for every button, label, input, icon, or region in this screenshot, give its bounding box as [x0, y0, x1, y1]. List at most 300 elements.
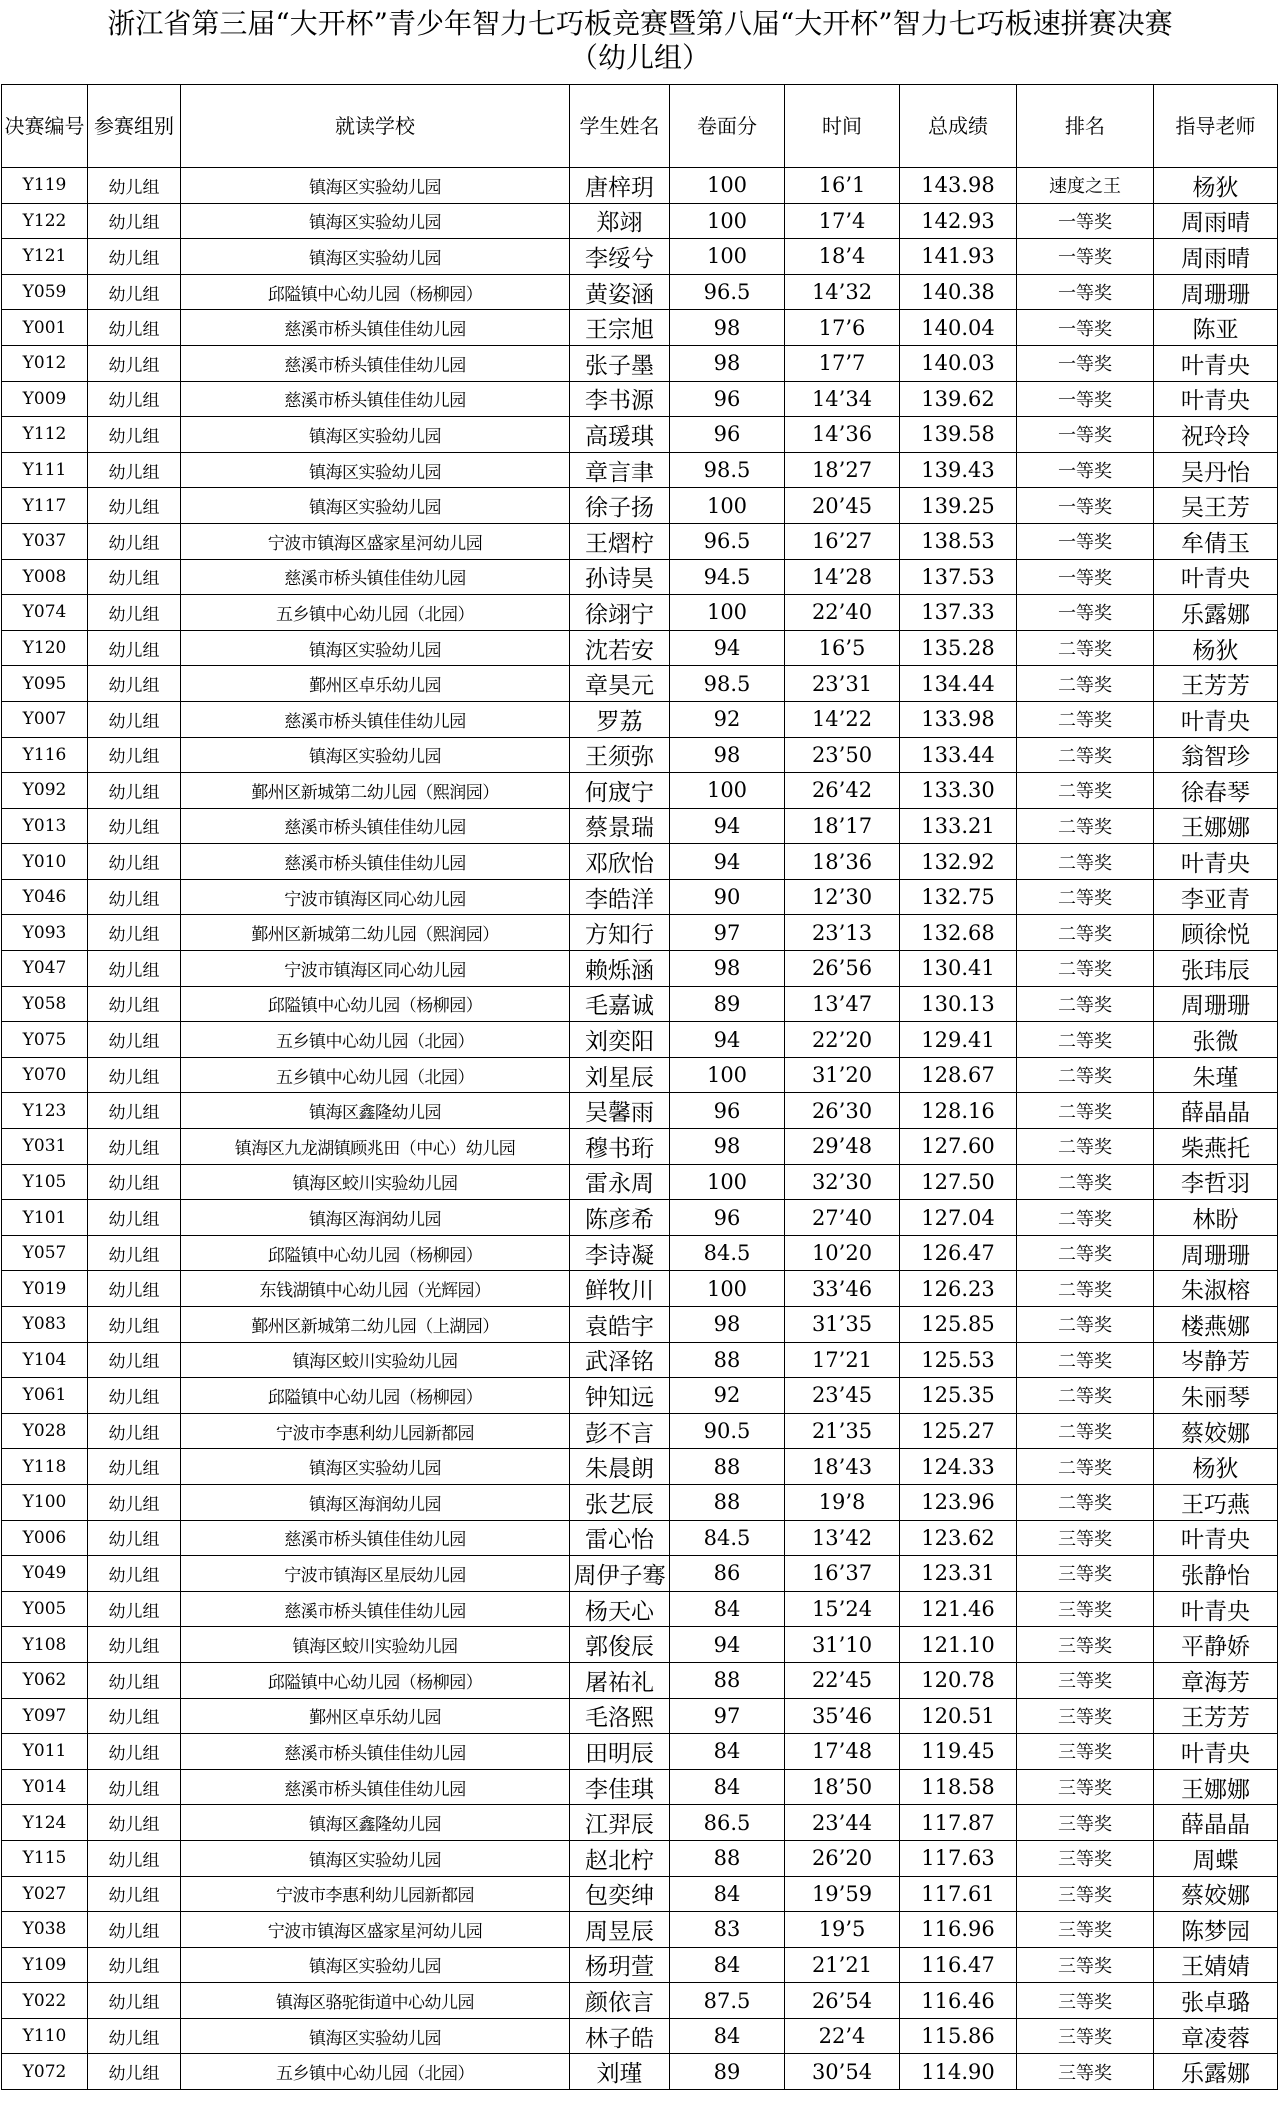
cell-group: 幼儿组	[88, 2054, 181, 2090]
cell-time: 13’42	[785, 1520, 900, 1556]
cell-school: 宁波市镇海区同心幼儿园	[181, 951, 570, 987]
cell-time: 26’30	[785, 1093, 900, 1129]
cell-rank: 三等奖	[1017, 1769, 1154, 1805]
cell-match-id: Y031	[2, 1129, 88, 1165]
cell-instructor: 叶青央	[1154, 701, 1278, 737]
cell-time: 14’32	[785, 274, 900, 310]
cell-paper-score: 100	[670, 203, 785, 239]
cell-paper-score: 100	[670, 239, 785, 275]
cell-match-id: Y028	[2, 1413, 88, 1449]
cell-match-id: Y110	[2, 2018, 88, 2054]
cell-time: 19’5	[785, 1912, 900, 1948]
cell-time: 23’44	[785, 1805, 900, 1841]
cell-total-score: 117.87	[900, 1805, 1017, 1841]
cell-match-id: Y100	[2, 1484, 88, 1520]
cell-match-id: Y046	[2, 879, 88, 915]
cell-rank: 二等奖	[1017, 879, 1154, 915]
cell-student-name: 田明辰	[570, 1734, 670, 1770]
cell-paper-score: 94	[670, 1022, 785, 1058]
table-row	[2, 879, 1278, 915]
cell-time: 19’8	[785, 1484, 900, 1520]
cell-match-id: Y047	[2, 951, 88, 987]
table-row	[2, 737, 1278, 773]
cell-total-score: 116.96	[900, 1912, 1017, 1948]
cell-student-name: 陈彦希	[570, 1200, 670, 1236]
cell-total-score: 133.44	[900, 737, 1017, 773]
cell-group: 幼儿组	[88, 523, 181, 559]
cell-group: 幼儿组	[88, 630, 181, 666]
cell-rank: 一等奖	[1017, 452, 1154, 488]
cell-group: 幼儿组	[88, 666, 181, 702]
cell-paper-score: 90.5	[670, 1413, 785, 1449]
cell-rank: 一等奖	[1017, 559, 1154, 595]
cell-total-score: 138.53	[900, 523, 1017, 559]
cell-match-id: Y022	[2, 1983, 88, 2019]
cell-total-score: 116.47	[900, 1947, 1017, 1983]
cell-student-name: 武泽铭	[570, 1342, 670, 1378]
header-match-id: 决赛编号	[2, 85, 88, 168]
cell-rank: 二等奖	[1017, 1164, 1154, 1200]
cell-instructor: 顾徐悦	[1154, 915, 1278, 951]
cell-time: 16’5	[785, 630, 900, 666]
table-row	[2, 1413, 1278, 1449]
cell-match-id: Y104	[2, 1342, 88, 1378]
cell-total-score: 133.30	[900, 773, 1017, 809]
table-row	[2, 951, 1278, 987]
cell-instructor: 朱淑榕	[1154, 1271, 1278, 1307]
cell-school: 五乡镇中心幼儿园（北园）	[181, 595, 570, 631]
cell-paper-score: 84	[670, 1769, 785, 1805]
header-time: 时间	[785, 85, 900, 168]
cell-group: 幼儿组	[88, 1307, 181, 1343]
cell-total-score: 135.28	[900, 630, 1017, 666]
table-row	[2, 310, 1278, 346]
cell-total-score: 137.53	[900, 559, 1017, 595]
cell-match-id: Y122	[2, 203, 88, 239]
cell-rank: 三等奖	[1017, 1698, 1154, 1734]
cell-student-name: 徐翊宁	[570, 595, 670, 631]
table-row	[2, 986, 1278, 1022]
cell-time: 16’1	[785, 168, 900, 204]
cell-student-name: 何宬宁	[570, 773, 670, 809]
cell-instructor: 蔡姣娜	[1154, 1876, 1278, 1912]
cell-total-score: 139.58	[900, 417, 1017, 453]
cell-time: 18’43	[785, 1449, 900, 1485]
cell-school: 镇海区实验幼儿园	[181, 203, 570, 239]
cell-school: 慈溪市桥头镇佳佳幼儿园	[181, 1734, 570, 1770]
cell-paper-score: 94	[670, 1627, 785, 1663]
cell-instructor: 陈亚	[1154, 310, 1278, 346]
cell-student-name: 邓欣怡	[570, 844, 670, 880]
cell-rank: 三等奖	[1017, 1805, 1154, 1841]
cell-school: 镇海区蛟川实验幼儿园	[181, 1164, 570, 1200]
cell-group: 幼儿组	[88, 951, 181, 987]
cell-match-id: Y109	[2, 1947, 88, 1983]
cell-rank: 二等奖	[1017, 701, 1154, 737]
cell-match-id: Y001	[2, 310, 88, 346]
cell-paper-score: 96	[670, 1200, 785, 1236]
cell-instructor: 楼燕娜	[1154, 1307, 1278, 1343]
cell-instructor: 叶青央	[1154, 1734, 1278, 1770]
cell-total-score: 120.51	[900, 1698, 1017, 1734]
cell-school: 邱隘镇中心幼儿园（杨柳园）	[181, 274, 570, 310]
cell-time: 31’35	[785, 1307, 900, 1343]
cell-time: 35’46	[785, 1698, 900, 1734]
table-row	[2, 915, 1278, 951]
cell-rank: 一等奖	[1017, 274, 1154, 310]
cell-instructor: 张微	[1154, 1022, 1278, 1058]
table-row	[2, 1769, 1278, 1805]
cell-total-score: 115.86	[900, 2018, 1017, 2054]
cell-school: 五乡镇中心幼儿园（北园）	[181, 1057, 570, 1093]
table-row	[2, 808, 1278, 844]
table-row	[2, 1983, 1278, 2019]
cell-school: 慈溪市桥头镇佳佳幼儿园	[181, 1520, 570, 1556]
cell-match-id: Y118	[2, 1449, 88, 1485]
table-row	[2, 1805, 1278, 1841]
table-row	[2, 1200, 1278, 1236]
cell-match-id: Y013	[2, 808, 88, 844]
cell-rank: 一等奖	[1017, 523, 1154, 559]
cell-match-id: Y111	[2, 452, 88, 488]
cell-time: 17’6	[785, 310, 900, 346]
table-row	[2, 1022, 1278, 1058]
cell-group: 幼儿组	[88, 168, 181, 204]
cell-student-name: 李皓洋	[570, 879, 670, 915]
cell-paper-score: 100	[670, 1271, 785, 1307]
cell-school: 宁波市镇海区盛家星河幼儿园	[181, 523, 570, 559]
cell-school: 宁波市镇海区盛家星河幼儿园	[181, 1912, 570, 1948]
cell-instructor: 徐春琴	[1154, 773, 1278, 809]
cell-instructor: 王娜娜	[1154, 808, 1278, 844]
cell-match-id: Y038	[2, 1912, 88, 1948]
cell-total-score: 120.78	[900, 1662, 1017, 1698]
title-line-2: （幼儿组）	[569, 41, 710, 74]
cell-time: 21’21	[785, 1947, 900, 1983]
cell-student-name: 孙诗昊	[570, 559, 670, 595]
cell-match-id: Y005	[2, 1591, 88, 1627]
cell-rank: 三等奖	[1017, 1734, 1154, 1770]
cell-student-name: 毛洛熙	[570, 1698, 670, 1734]
table-row	[2, 1840, 1278, 1876]
cell-instructor: 王芳芳	[1154, 1698, 1278, 1734]
cell-rank: 二等奖	[1017, 844, 1154, 880]
cell-school: 镇海区实验幼儿园	[181, 1449, 570, 1485]
cell-total-score: 130.41	[900, 951, 1017, 987]
cell-student-name: 李书源	[570, 381, 670, 417]
cell-school: 镇海区鑫隆幼儿园	[181, 1093, 570, 1129]
cell-paper-score: 96	[670, 1093, 785, 1129]
table-row	[2, 1164, 1278, 1200]
cell-school: 镇海区实验幼儿园	[181, 2018, 570, 2054]
cell-school: 宁波市镇海区同心幼儿园	[181, 879, 570, 915]
cell-group: 幼儿组	[88, 274, 181, 310]
cell-match-id: Y011	[2, 1734, 88, 1770]
cell-paper-score: 100	[670, 1057, 785, 1093]
table-row	[2, 1449, 1278, 1485]
cell-rank: 二等奖	[1017, 808, 1154, 844]
cell-match-id: Y121	[2, 239, 88, 275]
cell-instructor: 叶青央	[1154, 1591, 1278, 1627]
cell-match-id: Y112	[2, 417, 88, 453]
cell-match-id: Y070	[2, 1057, 88, 1093]
cell-instructor: 叶青央	[1154, 345, 1278, 381]
table-row	[2, 1271, 1278, 1307]
cell-match-id: Y009	[2, 381, 88, 417]
cell-rank: 三等奖	[1017, 1912, 1154, 1948]
cell-school: 宁波市镇海区星辰幼儿园	[181, 1556, 570, 1592]
table-row	[2, 1947, 1278, 1983]
cell-group: 幼儿组	[88, 381, 181, 417]
cell-student-name: 王须弥	[570, 737, 670, 773]
header-student-name: 学生姓名	[570, 85, 670, 168]
cell-time: 18’36	[785, 844, 900, 880]
header-rank: 排名	[1017, 85, 1154, 168]
cell-rank: 二等奖	[1017, 1235, 1154, 1271]
table-row	[2, 1591, 1278, 1627]
table-row	[2, 1627, 1278, 1663]
cell-paper-score: 96	[670, 417, 785, 453]
table-row	[2, 239, 1278, 275]
cell-time: 23’31	[785, 666, 900, 702]
cell-student-name: 蔡景瑞	[570, 808, 670, 844]
cell-time: 23’50	[785, 737, 900, 773]
table-row	[2, 1912, 1278, 1948]
cell-match-id: Y049	[2, 1556, 88, 1592]
cell-rank: 二等奖	[1017, 630, 1154, 666]
cell-student-name: 郑翊	[570, 203, 670, 239]
cell-school: 邱隘镇中心幼儿园（杨柳园）	[181, 986, 570, 1022]
cell-instructor: 朱丽琴	[1154, 1378, 1278, 1414]
cell-rank: 三等奖	[1017, 1840, 1154, 1876]
cell-time: 23’45	[785, 1378, 900, 1414]
cell-student-name: 高瑗琪	[570, 417, 670, 453]
cell-rank: 三等奖	[1017, 1627, 1154, 1663]
table-row	[2, 1734, 1278, 1770]
cell-group: 幼儿组	[88, 1591, 181, 1627]
cell-school: 镇海区海润幼儿园	[181, 1200, 570, 1236]
cell-total-score: 123.31	[900, 1556, 1017, 1592]
cell-total-score: 117.61	[900, 1876, 1017, 1912]
cell-group: 幼儿组	[88, 1912, 181, 1948]
cell-total-score: 141.93	[900, 239, 1017, 275]
cell-total-score: 118.58	[900, 1769, 1017, 1805]
cell-instructor: 周雨晴	[1154, 239, 1278, 275]
cell-instructor: 张卓璐	[1154, 1983, 1278, 2019]
cell-group: 幼儿组	[88, 417, 181, 453]
cell-rank: 三等奖	[1017, 1983, 1154, 2019]
cell-instructor: 杨狄	[1154, 630, 1278, 666]
cell-total-score: 125.35	[900, 1378, 1017, 1414]
cell-instructor: 章凌蓉	[1154, 2018, 1278, 2054]
cell-school: 邱隘镇中心幼儿园（杨柳园）	[181, 1662, 570, 1698]
cell-instructor: 岑静芳	[1154, 1342, 1278, 1378]
cell-student-name: 王熠柠	[570, 523, 670, 559]
cell-match-id: Y037	[2, 523, 88, 559]
cell-rank: 一等奖	[1017, 203, 1154, 239]
cell-group: 幼儿组	[88, 1520, 181, 1556]
table-row	[2, 1484, 1278, 1520]
cell-group: 幼儿组	[88, 1484, 181, 1520]
cell-time: 21’35	[785, 1413, 900, 1449]
cell-instructor: 叶青央	[1154, 381, 1278, 417]
cell-time: 17’21	[785, 1342, 900, 1378]
cell-student-name: 刘星辰	[570, 1057, 670, 1093]
cell-student-name: 王宗旭	[570, 310, 670, 346]
cell-school: 五乡镇中心幼儿园（北园）	[181, 1022, 570, 1058]
header-group: 参赛组别	[88, 85, 181, 168]
cell-group: 幼儿组	[88, 879, 181, 915]
table-row	[2, 345, 1278, 381]
cell-group: 幼儿组	[88, 595, 181, 631]
cell-time: 14’34	[785, 381, 900, 417]
cell-time: 18’27	[785, 452, 900, 488]
cell-instructor: 张静怡	[1154, 1556, 1278, 1592]
cell-total-score: 133.21	[900, 808, 1017, 844]
cell-paper-score: 98	[670, 345, 785, 381]
cell-time: 22’45	[785, 1662, 900, 1698]
cell-group: 幼儿组	[88, 773, 181, 809]
cell-match-id: Y027	[2, 1876, 88, 1912]
cell-group: 幼儿组	[88, 1876, 181, 1912]
cell-total-score: 124.33	[900, 1449, 1017, 1485]
cell-match-id: Y007	[2, 701, 88, 737]
cell-paper-score: 98	[670, 1307, 785, 1343]
cell-paper-score: 100	[670, 773, 785, 809]
table-row	[2, 1235, 1278, 1271]
cell-instructor: 叶青央	[1154, 559, 1278, 595]
table-row	[2, 1520, 1278, 1556]
cell-total-score: 132.75	[900, 879, 1017, 915]
cell-rank: 三等奖	[1017, 1591, 1154, 1627]
table-row	[2, 381, 1278, 417]
cell-student-name: 朱晨朗	[570, 1449, 670, 1485]
cell-student-name: 林子皓	[570, 2018, 670, 2054]
cell-rank: 二等奖	[1017, 1129, 1154, 1165]
cell-match-id: Y083	[2, 1307, 88, 1343]
cell-group: 幼儿组	[88, 1200, 181, 1236]
cell-group: 幼儿组	[88, 1093, 181, 1129]
cell-rank: 三等奖	[1017, 1947, 1154, 1983]
cell-total-score: 139.62	[900, 381, 1017, 417]
cell-instructor: 李亚青	[1154, 879, 1278, 915]
cell-time: 16’27	[785, 523, 900, 559]
cell-total-score: 123.96	[900, 1484, 1017, 1520]
cell-rank: 一等奖	[1017, 239, 1154, 275]
cell-total-score: 125.27	[900, 1413, 1017, 1449]
cell-school: 慈溪市桥头镇佳佳幼儿园	[181, 1769, 570, 1805]
cell-match-id: Y108	[2, 1627, 88, 1663]
cell-time: 19’59	[785, 1876, 900, 1912]
cell-school: 镇海区蛟川实验幼儿园	[181, 1627, 570, 1663]
cell-paper-score: 88	[670, 1449, 785, 1485]
cell-instructor: 周雨晴	[1154, 203, 1278, 239]
cell-instructor: 乐露娜	[1154, 595, 1278, 631]
cell-instructor: 杨狄	[1154, 168, 1278, 204]
cell-school: 镇海区九龙湖镇顾兆田（中心）幼儿园	[181, 1129, 570, 1165]
table-row	[2, 452, 1278, 488]
cell-group: 幼儿组	[88, 1129, 181, 1165]
cell-match-id: Y061	[2, 1378, 88, 1414]
cell-instructor: 林盼	[1154, 1200, 1278, 1236]
cell-match-id: Y097	[2, 1698, 88, 1734]
cell-time: 26’42	[785, 773, 900, 809]
header-school: 就读学校	[181, 85, 570, 168]
cell-time: 10’20	[785, 1235, 900, 1271]
cell-paper-score: 88	[670, 1484, 785, 1520]
cell-group: 幼儿组	[88, 701, 181, 737]
cell-paper-score: 88	[670, 1342, 785, 1378]
cell-group: 幼儿组	[88, 1556, 181, 1592]
table-row	[2, 1307, 1278, 1343]
cell-paper-score: 92	[670, 1378, 785, 1414]
cell-student-name: 沈若安	[570, 630, 670, 666]
cell-group: 幼儿组	[88, 1983, 181, 2019]
cell-student-name: 彭不言	[570, 1413, 670, 1449]
cell-total-score: 121.46	[900, 1591, 1017, 1627]
cell-rank: 三等奖	[1017, 2018, 1154, 2054]
cell-school: 慈溪市桥头镇佳佳幼儿园	[181, 1591, 570, 1627]
table-row	[2, 168, 1278, 204]
cell-paper-score: 97	[670, 1698, 785, 1734]
cell-rank: 二等奖	[1017, 1022, 1154, 1058]
cell-group: 幼儿组	[88, 1022, 181, 1058]
cell-group: 幼儿组	[88, 345, 181, 381]
table-row	[2, 701, 1278, 737]
cell-school: 慈溪市桥头镇佳佳幼儿园	[181, 701, 570, 737]
cell-paper-score: 98	[670, 1129, 785, 1165]
table-row	[2, 203, 1278, 239]
cell-total-score: 143.98	[900, 168, 1017, 204]
table-row	[2, 844, 1278, 880]
cell-time: 16’37	[785, 1556, 900, 1592]
cell-time: 22’4	[785, 2018, 900, 2054]
cell-student-name: 赖烁涵	[570, 951, 670, 987]
table-row	[2, 2054, 1278, 2090]
cell-match-id: Y116	[2, 737, 88, 773]
cell-school: 镇海区实验幼儿园	[181, 630, 570, 666]
cell-student-name: 黄姿涵	[570, 274, 670, 310]
cell-paper-score: 84.5	[670, 1235, 785, 1271]
cell-rank: 二等奖	[1017, 737, 1154, 773]
table-row	[2, 2018, 1278, 2054]
header-paper-score: 卷面分	[670, 85, 785, 168]
cell-time: 18’50	[785, 1769, 900, 1805]
table-row	[2, 666, 1278, 702]
cell-student-name: 郭俊辰	[570, 1627, 670, 1663]
cell-student-name: 袁皓宇	[570, 1307, 670, 1343]
cell-student-name: 江羿辰	[570, 1805, 670, 1841]
cell-group: 幼儿组	[88, 986, 181, 1022]
cell-school: 镇海区实验幼儿园	[181, 1947, 570, 1983]
cell-rank: 二等奖	[1017, 1057, 1154, 1093]
cell-time: 26’20	[785, 1840, 900, 1876]
cell-student-name: 穆书珩	[570, 1129, 670, 1165]
cell-student-name: 周伊子骞	[570, 1556, 670, 1592]
cell-rank: 三等奖	[1017, 1520, 1154, 1556]
cell-instructor: 蔡姣娜	[1154, 1413, 1278, 1449]
cell-instructor: 周珊珊	[1154, 274, 1278, 310]
cell-total-score: 139.25	[900, 488, 1017, 524]
cell-time: 18’4	[785, 239, 900, 275]
cell-paper-score: 87.5	[670, 1983, 785, 2019]
cell-instructor: 翁智珍	[1154, 737, 1278, 773]
cell-student-name: 章言聿	[570, 452, 670, 488]
cell-total-score: 127.50	[900, 1164, 1017, 1200]
cell-rank: 一等奖	[1017, 595, 1154, 631]
cell-instructor: 柴燕托	[1154, 1129, 1278, 1165]
cell-match-id: Y117	[2, 488, 88, 524]
